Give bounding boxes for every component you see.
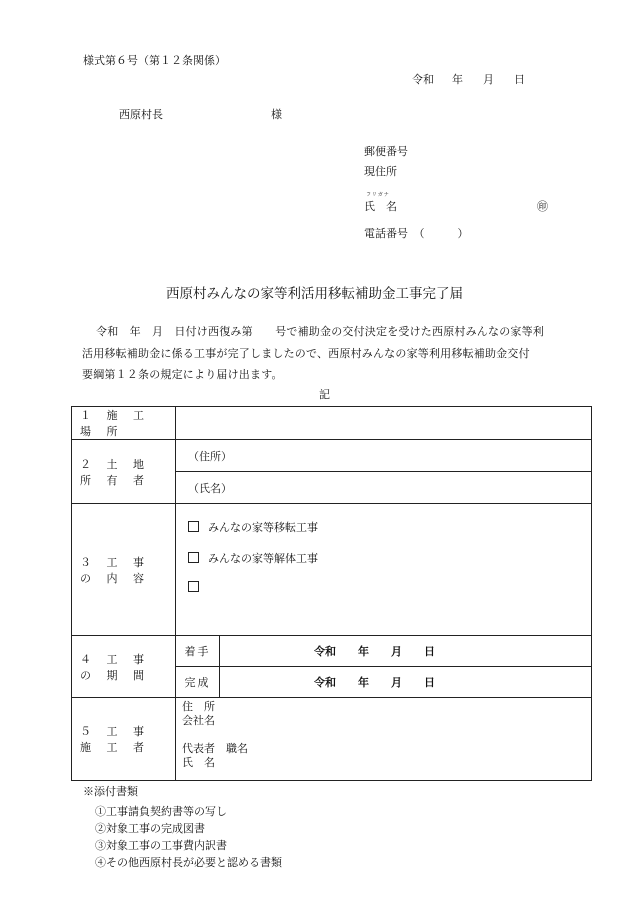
- seal-mark: ㊞: [537, 200, 548, 213]
- address-label: 現住所: [364, 165, 397, 178]
- landowner-name-label: （氏名）: [188, 481, 232, 495]
- table-row: [72, 636, 592, 667]
- body-line-3: 要綱第１２条の規定により届け出ます。: [82, 368, 283, 381]
- option-relocation[interactable]: [188, 519, 591, 550]
- start-era: 令和: [314, 645, 336, 658]
- table-row: [72, 698, 592, 781]
- attachments-heading: ※添付書類: [83, 785, 138, 798]
- option-relocation-label: みんなの家等移転工事: [208, 521, 318, 534]
- date-year: 年: [452, 73, 463, 86]
- contractor-name-label: 氏 名: [182, 756, 215, 769]
- furigana-label: フリガナ: [366, 192, 390, 198]
- start-month: 月: [391, 645, 402, 658]
- attachment-item: ①工事請負契約書等の写し: [95, 805, 227, 818]
- start-label: 着手: [176, 636, 220, 667]
- work-content-options: [176, 504, 592, 636]
- contractor-address-label: 住 所: [182, 700, 215, 713]
- date-day: 日: [514, 73, 525, 86]
- table-row: [72, 440, 592, 472]
- construction-site-field[interactable]: [176, 407, 592, 440]
- attachment-item: ③対象工事の工事費内訳書: [95, 839, 227, 852]
- end-month: 月: [391, 676, 402, 689]
- landowner-label: ２ 土 地 所 有 者: [72, 440, 176, 504]
- addressee-name: 西原村長: [119, 108, 163, 121]
- checkbox-icon[interactable]: [188, 521, 199, 532]
- checkbox-icon[interactable]: [188, 581, 199, 592]
- form-number: 様式第６号（第１２条関係）: [83, 54, 226, 67]
- option-demolition-label: みんなの家等解体工事: [208, 552, 318, 565]
- addressee-honorific: 様: [271, 108, 282, 121]
- document-title: 西原村みんなの家等利活用移転補助金工事完了届: [166, 286, 463, 302]
- end-year: 年: [358, 676, 369, 689]
- contractor-company-label: 会社名: [182, 714, 215, 727]
- landowner-address-field[interactable]: [176, 440, 592, 472]
- table-row: [72, 504, 592, 636]
- end-label: 完成: [176, 667, 220, 698]
- start-date-field[interactable]: [220, 636, 592, 667]
- ki-label: 記: [319, 388, 330, 401]
- landowner-address-label: （住所）: [188, 449, 232, 463]
- contractor-field[interactable]: [176, 698, 592, 781]
- start-year: 年: [358, 645, 369, 658]
- work-period-label: ４ 工 事 の 期 間: [72, 636, 176, 698]
- submission-date: [412, 71, 525, 87]
- landowner-name-field[interactable]: [176, 472, 592, 504]
- date-era: 令和: [412, 73, 434, 86]
- work-content-label: ３ 工 事 の 内 容: [72, 504, 176, 636]
- phone-label: 電話番号 （ ）: [364, 227, 469, 240]
- body-line-1: 令和 年 月 日付け西復み第 号で補助金の交付決定を受けた西原村みんなの家等利: [96, 325, 544, 338]
- contractor-rep-label: 代表者 職名: [182, 742, 248, 755]
- end-era: 令和: [314, 676, 336, 689]
- construction-site-label: １ 施 工 場 所: [72, 407, 176, 440]
- end-day: 日: [424, 676, 435, 689]
- name-label: 氏 名: [364, 200, 397, 213]
- attachment-item: ②対象工事の完成図書: [95, 822, 205, 835]
- date-month: 月: [483, 73, 494, 86]
- option-demolition[interactable]: [188, 550, 591, 581]
- postal-code-label: 郵便番号: [364, 145, 408, 158]
- checkbox-icon[interactable]: [188, 552, 199, 563]
- option-other[interactable]: [188, 581, 591, 612]
- end-date-field[interactable]: [220, 667, 592, 698]
- body-line-2: 活用移転補助金に係る工事が完了しましたので、西原村みんなの家等利用移転補助金交付: [82, 347, 530, 360]
- contractor-label: ５ 工 事 施 工 者: [72, 698, 176, 781]
- form-table: [71, 406, 592, 781]
- start-day: 日: [424, 645, 435, 658]
- table-row: [72, 407, 592, 440]
- attachment-item: ④その他西原村長が必要と認める書類: [95, 856, 282, 869]
